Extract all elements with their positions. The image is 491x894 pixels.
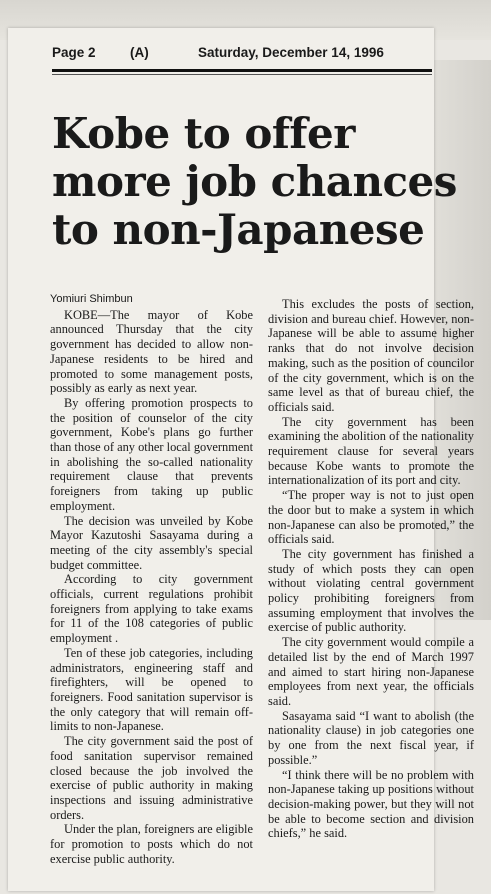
article-paragraph: The decision was unveiled by Kobe Mayor Kazutoshi Sasayama during a meeting of the city assembly's special budget committee. bbox=[50, 513, 253, 572]
article-paragraph: “The proper way is not to just open the door but to make a system in which non-Japanese can also be promoted,” the officials said. bbox=[268, 488, 474, 547]
page-number: Page 2 bbox=[52, 45, 96, 60]
article-paragraph: Under the plan, foreigners are eligible for promotion to posts which do not exercise public authority. bbox=[50, 822, 253, 866]
article-paragraph: The city government has been examining the abolition of the nationality requirement clause for several years because Kobe wants to promote the internationalization of its port and city. bbox=[268, 414, 474, 488]
article-paragraph: According to city government officials, current regulations prohibit foreigners from applying to take exams for 11 of the 108 categories of public employment . bbox=[50, 572, 253, 646]
edition-label: (A) bbox=[130, 45, 149, 60]
article-paragraph: Sasayama said “I want to abolish (the nationality clause) in job categories one by one from the next fiscal year, if possible.” bbox=[268, 708, 474, 767]
next-article-headline-cropped bbox=[30, 874, 470, 894]
article-paragraph: The city government would compile a detailed list by the end of March 1997 and aimed to start hiring non-Japanese employees from next year, the officials said. bbox=[268, 635, 474, 708]
article-column-right bbox=[268, 297, 474, 841]
article-paragraph: KOBE—The mayor of Kobe announced Thursday that the city government has decided to allow non-Japanese residents to be hired and promoted to some management posts, possibly as early as next year. bbox=[50, 307, 253, 396]
header-rule-thin bbox=[52, 74, 432, 75]
article-paragraph: The city government has finished a study of which posts they can open without violating central government policy prohibiting foreigners from assuming employment that involves the exercise of public authority. bbox=[268, 546, 474, 635]
article-paragraph: By offering promotion prospects to the position of counselor of the city government, Kobe's plans go further than those of any other local government in abolishing the so-called nationality requirement clause that prevents foreigners from taking up public employment. bbox=[50, 395, 254, 513]
article-column-left bbox=[50, 292, 253, 866]
article-paragraph: Ten of these job categories, including administrators, engineering staff and firefighters, will be opened to foreigners. Food sanitation supervisor is the only category that will remain off-limits to non-Japanese. bbox=[50, 645, 253, 734]
article-paragraph: “I think there will be no problem with non-Japanese taking up positions without decision-making power, but they will not be able to become section and division chiefs,” he said. bbox=[268, 767, 474, 841]
headline bbox=[52, 109, 457, 254]
issue-date: Saturday, December 14, 1996 bbox=[198, 45, 384, 60]
headline-line: Kobe to offer bbox=[52, 109, 355, 158]
article-paragraph: This excludes the posts of section, division and bureau chief. However, non-Japanese will be able to assume higher ranks that do not involve decision making, such as the position of councilor of the city government, which is on the same level as that of bureau chief, the officials said. bbox=[268, 297, 474, 414]
headline-line: to non-Japanese bbox=[52, 205, 425, 254]
byline: Yomiuri Shimbun bbox=[50, 293, 133, 305]
header-rule bbox=[52, 69, 432, 72]
headline-line: more job chances bbox=[52, 157, 457, 206]
article-paragraph: The city government said the post of food sanitation supervisor remained closed because the job involved the exercise of public authority in making inspections and issuing administrative orders. bbox=[50, 734, 253, 822]
